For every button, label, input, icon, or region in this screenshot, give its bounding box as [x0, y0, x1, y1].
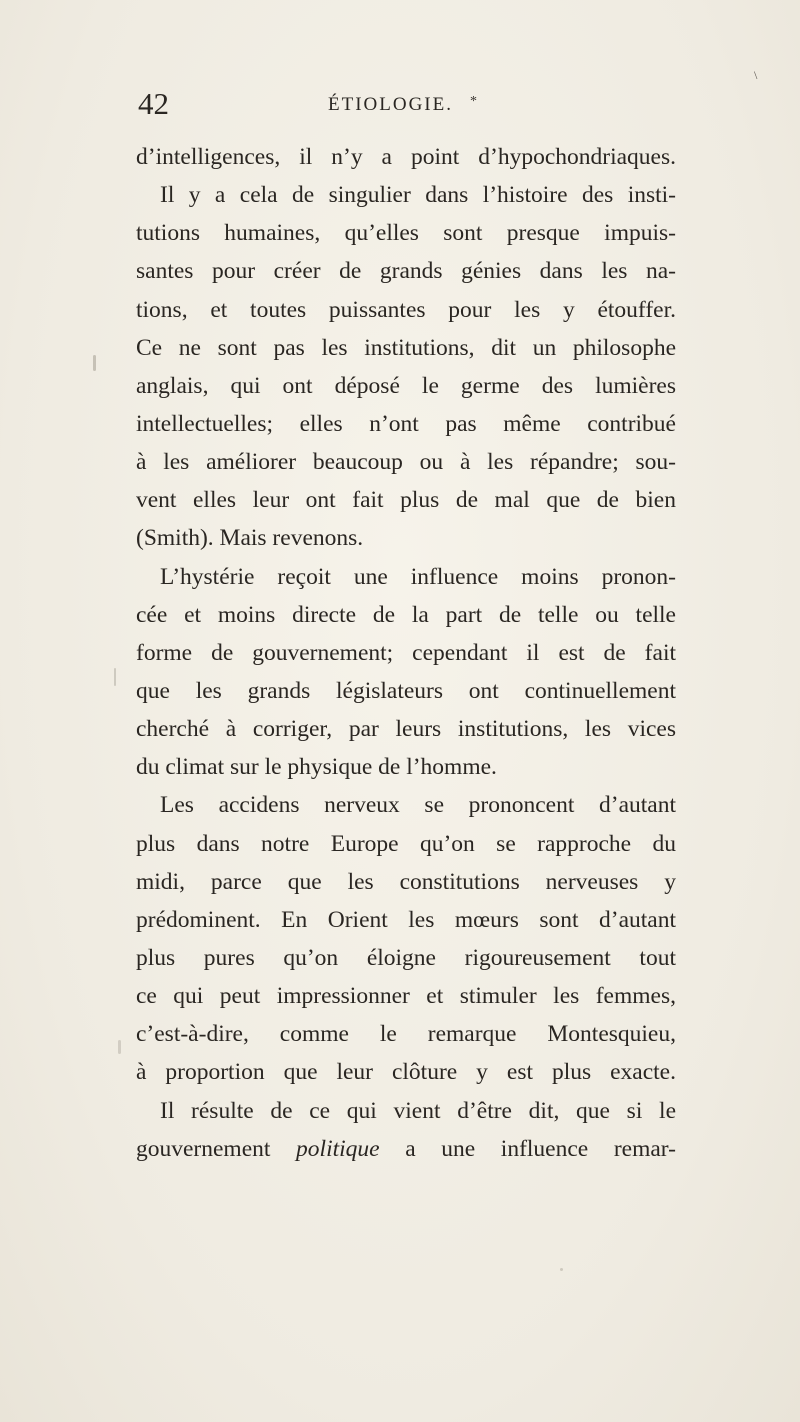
page-number: 42 — [138, 86, 169, 121]
text-line: midi, parce que les constitutions nerveuses y — [136, 868, 676, 895]
text-line: c’est-à-dire, comme le remarque Montesquieu, — [136, 1021, 676, 1048]
paper-speck — [93, 355, 96, 371]
paper-speck — [114, 668, 116, 686]
paragraph-start-line: Les accidens nerveux se prononcent d’autant — [160, 792, 676, 819]
text-line: prédominent. En Orient les mœurs sont d’autant — [136, 906, 676, 933]
text-line: cherché à corriger, par leurs institutions, les vices — [136, 716, 676, 743]
text-line: vent elles leur ont fait plus de mal que de bien — [136, 487, 676, 514]
text-line: cée et moins directe de la part de telle ou telle — [136, 601, 676, 628]
paper-speck — [560, 1268, 563, 1271]
text-fragment: a une influence remar- — [379, 1135, 676, 1162]
text-line: à les améliorer beaucoup ou à les répandre; sou- — [136, 449, 676, 476]
paper-speck — [118, 1040, 121, 1054]
text-line: plus dans notre Europe qu’on se rapproche du — [136, 830, 676, 857]
body-text — [136, 138, 676, 1168]
header-ornament: * — [470, 94, 477, 109]
margin-mark: \ — [754, 68, 758, 82]
paragraph-start-line: Il résulte de ce qui vient d’être dit, que si le — [160, 1097, 676, 1124]
paragraph-start-line: L’hystérie reçoit une influence moins pronon- — [160, 563, 676, 590]
text-line: plus pures qu’on éloigne rigoureusement tout — [136, 944, 676, 971]
text-line: anglais, qui ont déposé le germe des lumières — [136, 372, 676, 399]
paragraph-end-line: du climat sur le physique de l’homme. — [136, 754, 497, 781]
paragraph-end-line: (Smith). Mais revenons. — [136, 525, 364, 552]
text-line: ce qui peut impressionner et stimuler les femmes, — [136, 983, 676, 1010]
text-line: tutions humaines, qu’elles sont presque impuis- — [136, 220, 676, 247]
text-line: que les grands législateurs ont continuellement — [136, 677, 676, 704]
text-fragment: gouvernement — [136, 1135, 297, 1162]
italic-word: politique — [296, 1135, 380, 1162]
text-line: santes pour créer de grands génies dans les na- — [136, 258, 676, 285]
text-line: à proportion que leur clôture y est plus exacte. — [136, 1059, 676, 1086]
running-head: ÉTIOLOGIE. — [328, 94, 453, 115]
text-line: Ce ne sont pas les institutions, dit un philosophe — [136, 334, 676, 361]
text-line-with-italic — [136, 1130, 676, 1168]
text-line: tions, et toutes puissantes pour les y étouffer. — [136, 296, 676, 323]
paragraph-start-line: Il y a cela de singulier dans l’histoire des insti- — [160, 182, 676, 209]
text-line: intellectuelles; elles n’ont pas même contribué — [136, 410, 676, 437]
text-line: forme de gouvernement; cependant il est de fait — [136, 639, 676, 666]
text-line: d’intelligences, il n’y a point d’hypochondriaques. — [136, 144, 676, 170]
page-header — [138, 86, 678, 126]
